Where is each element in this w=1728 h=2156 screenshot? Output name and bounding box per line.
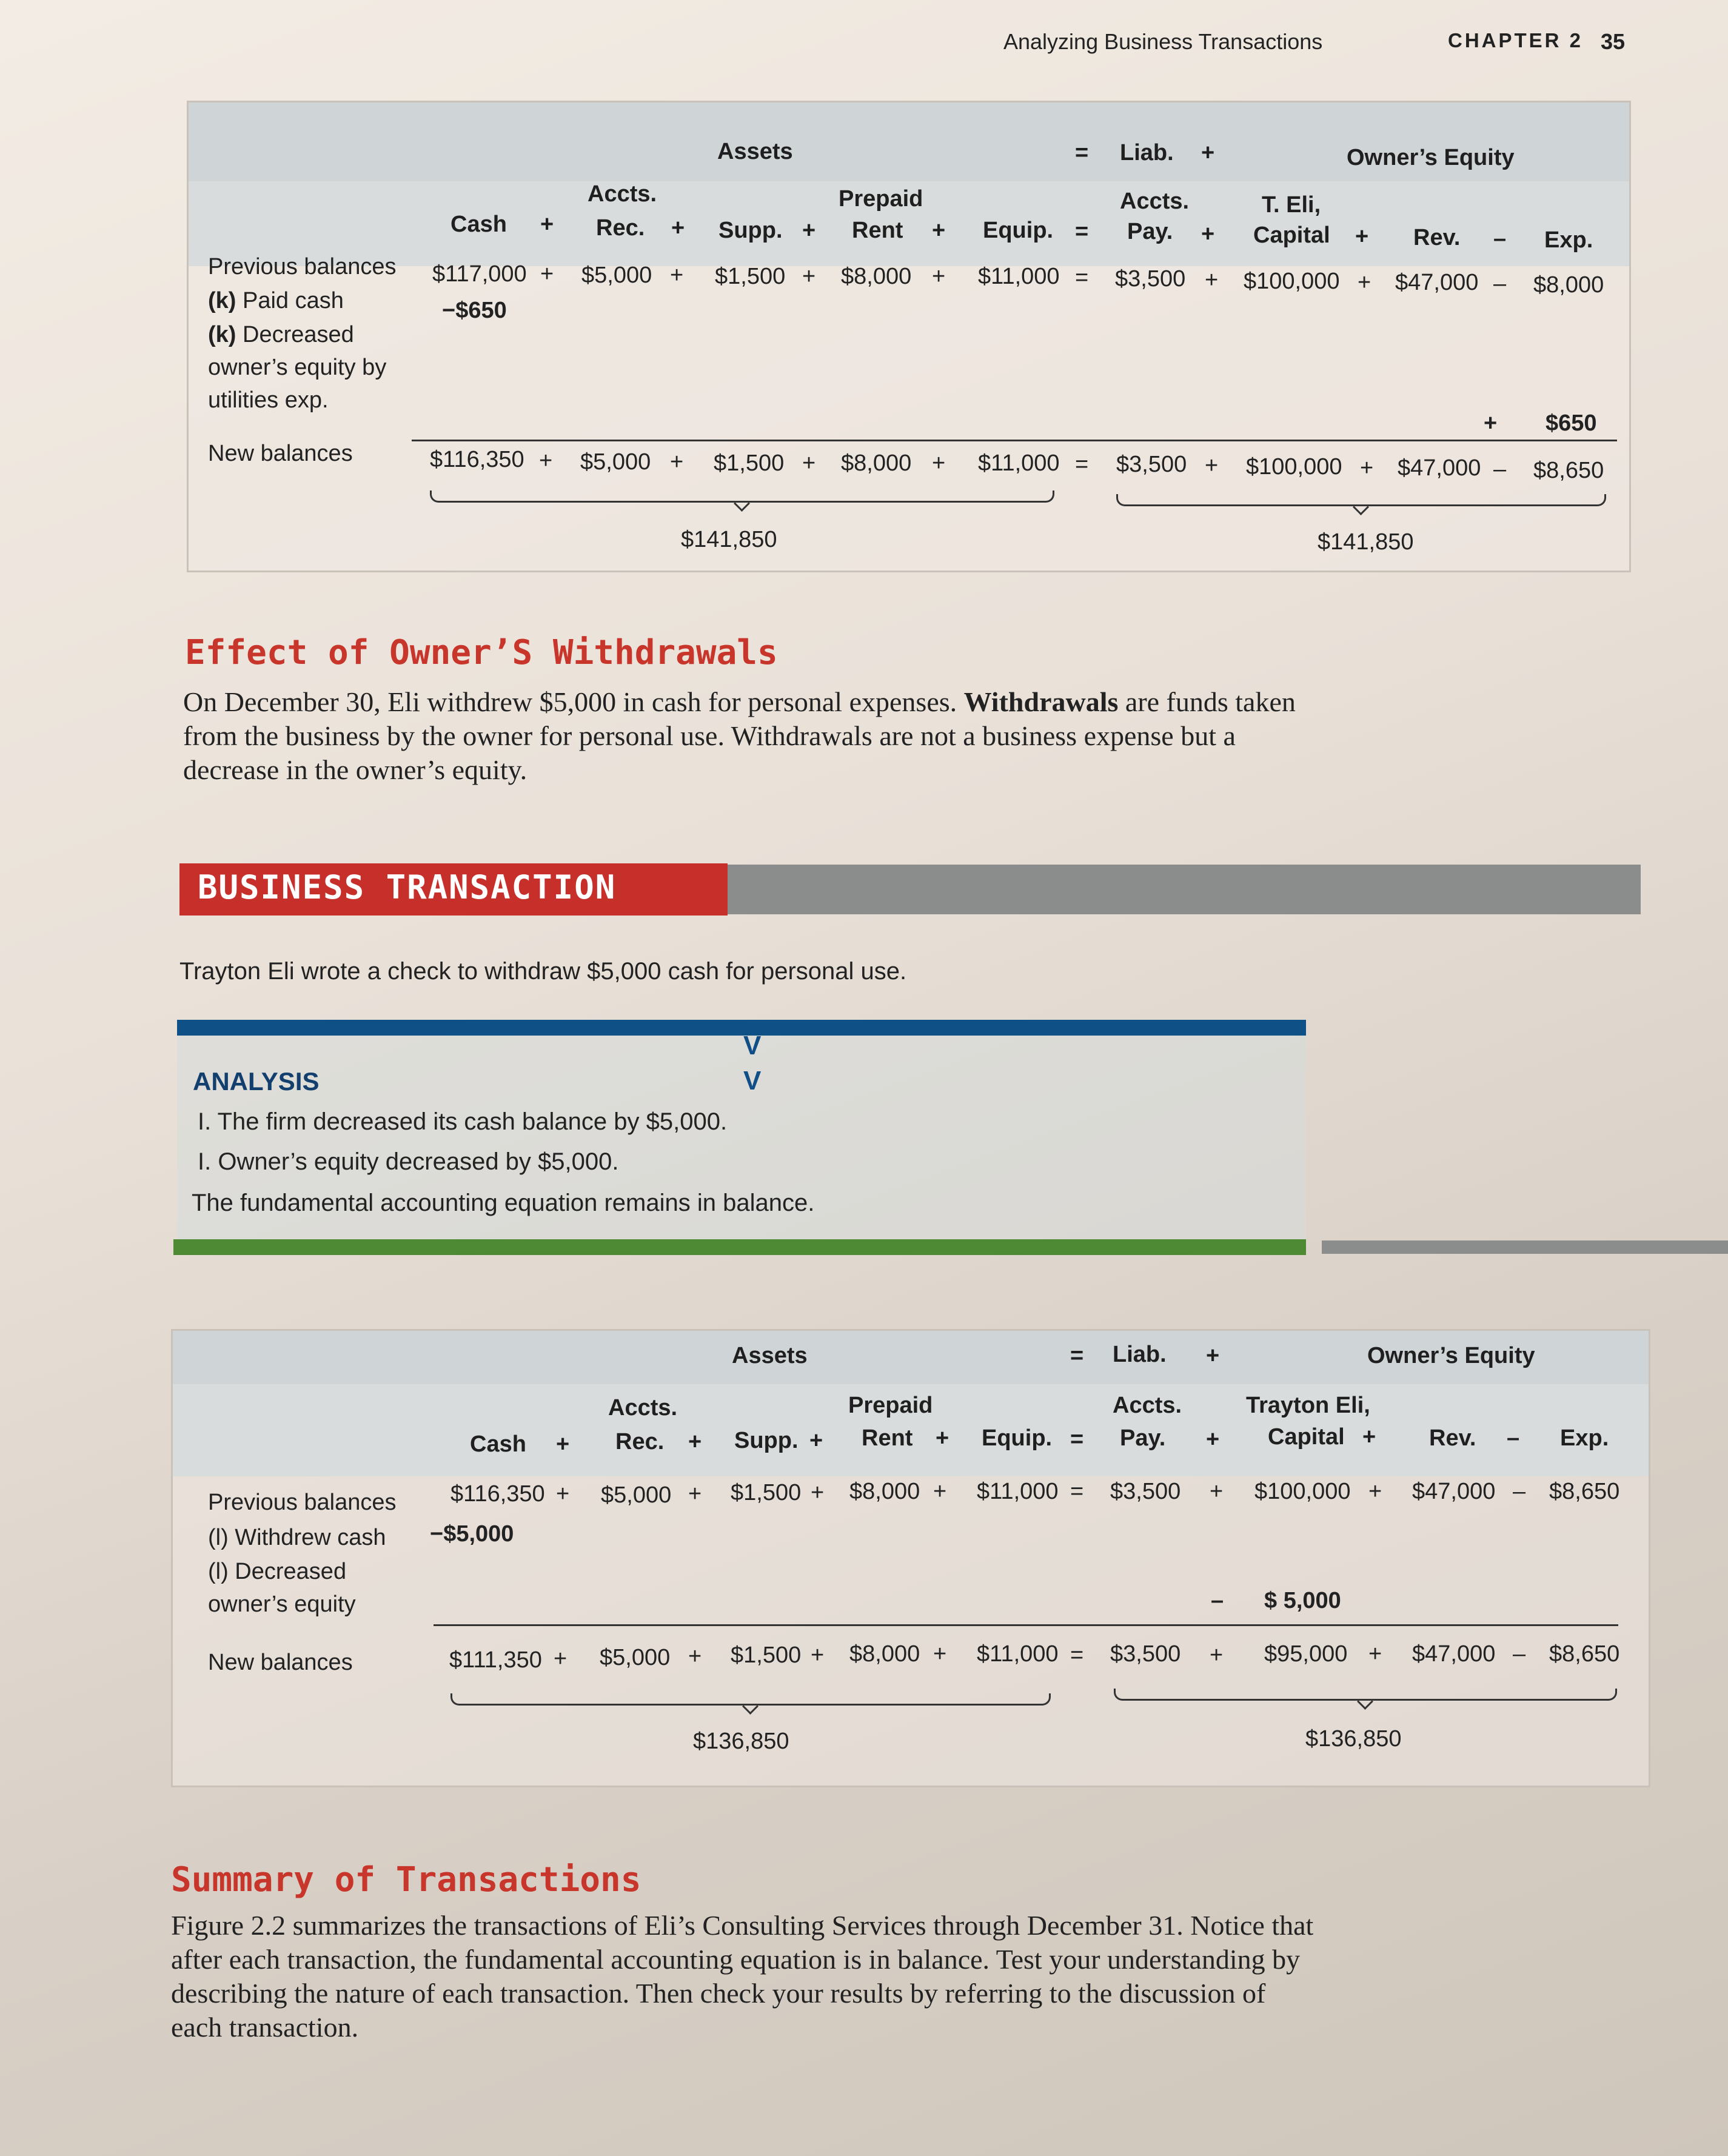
total-assets: $141,850 bbox=[681, 527, 777, 552]
withdrawals-paragraph: On December 30, Eli withdrew $5,000 in cash for personal expenses. Withdrawals are funds taken from the business by the owner for personal use. Withdrawals are not a business expense but a decrease in the owner’s equity. bbox=[183, 686, 1296, 785]
new-cash: $116,350 bbox=[430, 447, 524, 472]
equation-table-k: Assets = Liab. + Owner’s Equity Cash + Accts. Rec. + Supp. + Prepaid Rent + Equip. = Accts. Pay. + T. Eli, Capital + Rev. – Exp. Previous balances (k) Paid cash (k) Decreased owner’s equity by utilities exp. New balances $117,000 + $5,000 + $1,500 + $8,000 + $11,000 = $3,500 + $100,000 + $47,000 – $8,000 −$650 + $650 $116,350 + $5,000 + $1,500 + $8,000 + $11,000 = $3,500 + $100,000 + $47,000 – $8,650 $141,850 $141,850 bbox=[187, 101, 1631, 572]
col-capital-line1: Trayton Eli, bbox=[1246, 1393, 1370, 1418]
col-accts-rec-line2: Rec. bbox=[615, 1429, 665, 1455]
new-equip: $11,000 bbox=[978, 450, 1060, 476]
group-plus: + bbox=[1206, 1343, 1220, 1368]
new-supp: $1,500 bbox=[714, 450, 785, 476]
new-rev: $47,000 bbox=[1398, 455, 1481, 481]
col-supplies: Supp. bbox=[734, 1428, 799, 1453]
prev-rev: $47,000 bbox=[1395, 270, 1479, 295]
label-new-balances: New balances bbox=[208, 1650, 353, 1675]
col-accts-pay-line2: Pay. bbox=[1127, 219, 1173, 244]
group-assets: Assets bbox=[732, 1343, 808, 1368]
col-revenue: Rev. bbox=[1429, 1425, 1476, 1451]
page-number: 35 bbox=[1601, 29, 1626, 54]
new-rec: $5,000 bbox=[580, 449, 651, 475]
new-pay: $3,500 bbox=[1110, 1641, 1181, 1667]
new-rent: $8,000 bbox=[841, 450, 912, 476]
prev-rent: $8,000 bbox=[841, 264, 912, 289]
analysis-line-1: I. The firm decreased its cash balance by $5,000. bbox=[198, 1108, 728, 1135]
prev-supp: $1,500 bbox=[715, 264, 786, 289]
k-exp-change: $650 bbox=[1545, 410, 1597, 436]
prev-exp: $8,000 bbox=[1533, 272, 1604, 298]
prev-equip: $11,000 bbox=[977, 1479, 1059, 1504]
col-capital-line2: Capital bbox=[1268, 1424, 1345, 1450]
running-head-title: Analyzing Business Transactions bbox=[1003, 29, 1323, 54]
prev-capital: $100,000 bbox=[1254, 1479, 1351, 1504]
col-equipment: Equip. bbox=[982, 1425, 1053, 1451]
summary-paragraph: Figure 2.2 summarizes the transactions of Eli’s Consulting Services through December 31. Notice that after each transaction, the fundamental accounting equation is in balance. Test your understanding by describing the nature of each transaction. Then check your results by referring to the discussion of each transaction. bbox=[171, 1910, 1314, 2043]
group-owners-equity: Owner’s Equity bbox=[1367, 1343, 1535, 1368]
k-cash-change: −$650 bbox=[442, 298, 507, 323]
prev-rent: $8,000 bbox=[849, 1479, 920, 1504]
analysis-line-3: The fundamental accounting equation remains in balance. bbox=[192, 1190, 815, 1216]
chapter-label: CHAPTER 2 bbox=[1448, 29, 1584, 52]
label-new-balances: New balances bbox=[208, 441, 353, 466]
equation-table-l: Assets = Liab. + Owner’s Equity Cash + Accts. Rec. + Supp. + Prepaid Rent + Equip. = Accts. Pay. + Trayton Eli, Capital + Rev. – Exp. Previous balances (l) Withdrew cash (l) Decreased owner’s equity New balances $116,350 + $5,000 + $1,500 + $8,000 + $11,000 = $3,500 + $100,000 + $47,000 – $8,650 −$5,000 – $ 5,000 $111,350 + $5,000 + $1,500 + $8,000 + $11,000 = $3,500 + $95,000 + $47,000 – $8,650 $136,850 $136,850 bbox=[171, 1329, 1650, 1787]
group-equals: = bbox=[1075, 140, 1089, 166]
group-owners-equity: Owner’s Equity bbox=[1347, 145, 1515, 170]
col-revenue: Rev. bbox=[1413, 225, 1461, 250]
prev-exp: $8,650 bbox=[1549, 1479, 1620, 1504]
col-accts-pay-line1: Accts. bbox=[1113, 1393, 1182, 1418]
new-equip: $11,000 bbox=[977, 1641, 1059, 1667]
label-l-withdrew-cash: (l) Withdrew cash bbox=[208, 1525, 386, 1550]
col-supplies: Supp. bbox=[718, 218, 783, 243]
col-cash: Cash bbox=[450, 212, 507, 237]
col-accts-rec-line2: Rec. bbox=[596, 215, 645, 241]
section-title-summary: Summary of Transactions bbox=[171, 1860, 641, 1900]
col-capital-line1: T. Eli, bbox=[1262, 192, 1321, 218]
l-cash-change: −$5,000 bbox=[430, 1521, 514, 1547]
label-previous-balances: Previous balances bbox=[208, 254, 397, 280]
new-rev: $47,000 bbox=[1412, 1641, 1496, 1667]
l-capital-change: $ 5,000 bbox=[1264, 1588, 1341, 1613]
new-pay: $3,500 bbox=[1116, 452, 1187, 477]
prev-cash: $116,350 bbox=[450, 1481, 545, 1507]
new-capital: $95,000 bbox=[1264, 1641, 1348, 1667]
prev-pay: $3,500 bbox=[1115, 266, 1186, 292]
group-liabilities: Liab. bbox=[1120, 140, 1174, 166]
analysis-line-2: I. Owner’s equity decreased by $5,000. bbox=[198, 1148, 619, 1175]
new-rec: $5,000 bbox=[600, 1645, 671, 1670]
col-accts-pay-line1: Accts. bbox=[1120, 189, 1190, 214]
new-capital: $100,000 bbox=[1246, 454, 1342, 480]
col-equipment: Equip. bbox=[983, 218, 1054, 243]
new-exp: $8,650 bbox=[1533, 458, 1604, 483]
group-equals: = bbox=[1070, 1343, 1084, 1368]
col-prepaid-line1: Prepaid bbox=[839, 186, 923, 212]
prev-supp: $1,500 bbox=[731, 1480, 802, 1505]
total-liab-equity: $141,850 bbox=[1318, 529, 1414, 555]
col-prepaid-line2: Rent bbox=[852, 218, 903, 243]
col-accts-rec-line1: Accts. bbox=[608, 1395, 678, 1421]
analysis-title: ANALYSIS bbox=[193, 1067, 320, 1096]
col-prepaid-line1: Prepaid bbox=[848, 1393, 933, 1418]
total-assets: $136,850 bbox=[693, 1729, 789, 1754]
prev-pay: $3,500 bbox=[1110, 1479, 1181, 1504]
col-expenses: Exp. bbox=[1560, 1425, 1609, 1451]
prev-rev: $47,000 bbox=[1412, 1479, 1496, 1504]
analysis-check-mark: V bbox=[743, 1066, 762, 1096]
new-rent: $8,000 bbox=[849, 1641, 920, 1667]
label-previous-balances: Previous balances bbox=[208, 1490, 397, 1515]
business-transaction-text: Trayton Eli wrote a check to withdraw $5,000 cash for personal use. bbox=[179, 958, 907, 985]
col-accts-pay-line2: Pay. bbox=[1120, 1425, 1166, 1451]
prev-rec: $5,000 bbox=[601, 1482, 672, 1508]
label-k-paid-cash: (k) Paid cash bbox=[208, 288, 344, 313]
prev-capital: $100,000 bbox=[1244, 269, 1340, 294]
label-k-decreased-equity: (k) Decreased owner’s equity by utilities exp. bbox=[208, 322, 387, 413]
prev-rec: $5,000 bbox=[581, 263, 652, 288]
col-expenses: Exp. bbox=[1544, 227, 1593, 253]
prev-equip: $11,000 bbox=[978, 264, 1060, 289]
business-transaction-heading: BUSINESS TRANSACTION bbox=[198, 868, 617, 906]
col-capital-line2: Capital bbox=[1253, 223, 1330, 248]
new-supp: $1,500 bbox=[731, 1642, 802, 1668]
group-liabilities: Liab. bbox=[1113, 1342, 1167, 1367]
col-cash: Cash bbox=[470, 1431, 526, 1457]
total-liab-equity: $136,850 bbox=[1305, 1726, 1402, 1752]
label-l-decreased-equity: (l) Decreased owner’s equity bbox=[208, 1559, 356, 1617]
col-accts-rec-line1: Accts. bbox=[588, 181, 657, 207]
new-exp: $8,650 bbox=[1549, 1641, 1620, 1667]
group-assets: Assets bbox=[717, 139, 793, 164]
col-prepaid-line2: Rent bbox=[862, 1425, 913, 1451]
new-cash: $111,350 bbox=[449, 1647, 542, 1673]
section-title-withdrawals: Effect of Owner’S Withdrawals bbox=[185, 633, 778, 672]
group-plus: + bbox=[1201, 140, 1215, 166]
prev-cash: $117,000 bbox=[432, 261, 527, 287]
